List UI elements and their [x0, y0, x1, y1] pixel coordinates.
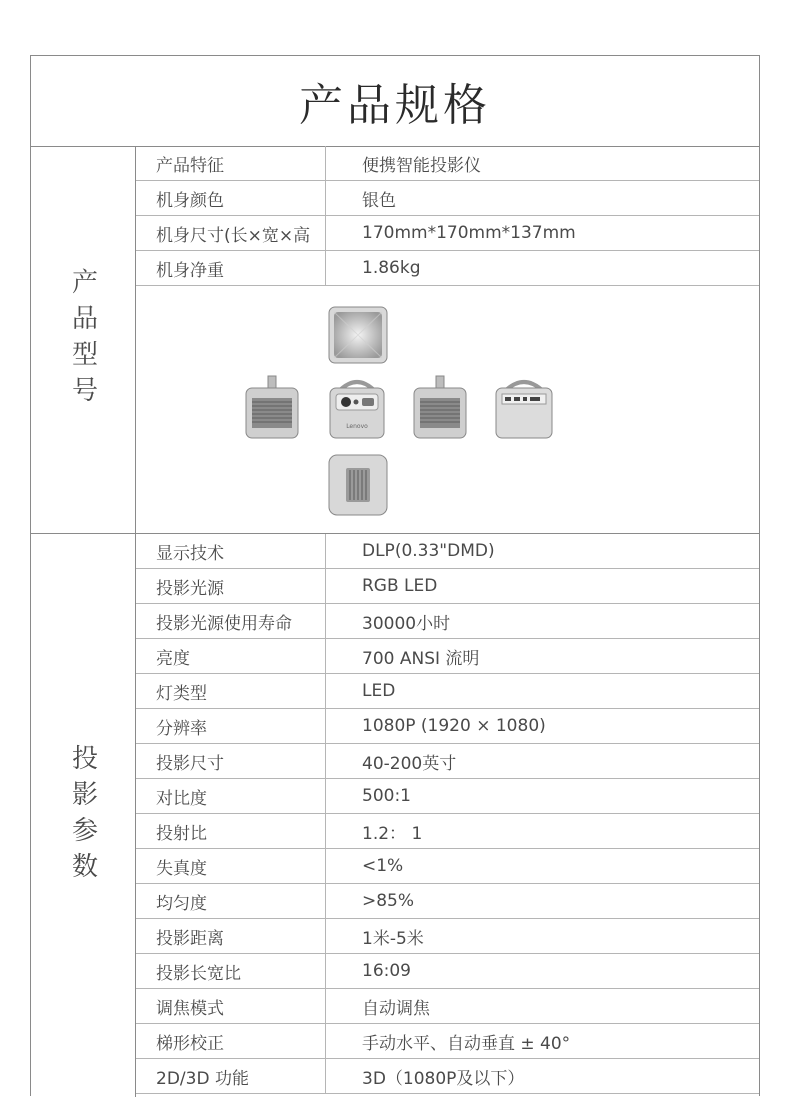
spec-value: 30000小时 [362, 613, 451, 634]
product-image-area [136, 286, 759, 531]
spec-key: 投影尺寸 [136, 744, 326, 778]
spec-row [136, 744, 759, 779]
spec-row [136, 1024, 759, 1059]
spec-key: 显示技术 [136, 534, 326, 568]
section-label [31, 146, 136, 533]
spec-row [136, 1059, 759, 1094]
spec-value: 40-200英寸 [362, 753, 457, 774]
spec-row [136, 919, 759, 954]
spec-key: 分辨率 [136, 709, 326, 743]
spec-value: 1米-5米 [362, 928, 424, 949]
spec-row [136, 674, 759, 709]
spec-value: 3D（1080P及以下） [362, 1068, 525, 1089]
spec-value: 170mm*170mm*137mm [362, 223, 576, 243]
section-label [31, 534, 136, 1097]
spec-key: 投射比 [136, 814, 326, 848]
spec-key: 机身颜色 [136, 181, 326, 215]
section-product-model [31, 146, 759, 534]
spec-row [136, 989, 759, 1024]
spec-key: 机身尺寸(长×宽×高 [136, 216, 326, 250]
spec-key: 投影距离 [136, 919, 326, 953]
spec-value: 自动调焦 [362, 998, 430, 1019]
spec-value: 700 ANSI 流明 [362, 648, 480, 669]
projector-top-view-image [328, 306, 388, 364]
section-projection-params [31, 534, 759, 1097]
spec-row [136, 849, 759, 884]
spec-row [136, 146, 759, 181]
spec-row [136, 709, 759, 744]
spec-key: 亮度 [136, 639, 326, 673]
page-title: 产品规格 [31, 56, 759, 147]
spec-key: 灯类型 [136, 674, 326, 708]
projector-bottom-view-image [328, 454, 388, 516]
spec-row [136, 639, 759, 674]
spec-row [136, 779, 759, 814]
spec-row [136, 569, 759, 604]
spec-value: 16:09 [362, 961, 411, 981]
spec-row [136, 954, 759, 989]
spec-key: 2D/3D 功能 [136, 1059, 326, 1093]
spec-rows [136, 146, 759, 286]
spec-key: 对比度 [136, 779, 326, 813]
spec-value: 1080P (1920 × 1080) [362, 716, 546, 736]
spec-value: >85% [362, 891, 415, 911]
spec-key: 投影光源使用寿命 [136, 604, 326, 638]
spec-key: 梯形校正 [136, 1024, 326, 1058]
projector-back-view-image [244, 374, 300, 440]
spec-key: 调焦模式 [136, 989, 326, 1023]
spec-key: 均匀度 [136, 884, 326, 918]
spec-row [136, 814, 759, 849]
spec-value: 1.86kg [362, 258, 421, 278]
spec-value: 1.2： 1 [362, 823, 423, 844]
spec-row [136, 884, 759, 919]
section-label-text: 投影参数 [67, 743, 98, 888]
spec-row [136, 534, 759, 569]
spec-value: LED [362, 681, 396, 701]
spec-key: 失真度 [136, 849, 326, 883]
spec-key: 产品特征 [136, 146, 326, 180]
projector-front-view-image [328, 374, 386, 440]
spec-value: <1% [362, 856, 404, 876]
spec-value: 手动水平、自动垂直 ± 40° [362, 1033, 571, 1054]
spec-value: 银色 [362, 190, 396, 211]
spec-row [136, 251, 759, 286]
brand-logo: Lenovo [346, 423, 368, 430]
projector-side-view-image [412, 374, 468, 440]
spec-row [136, 604, 759, 639]
spec-rows [136, 534, 759, 1094]
spec-value: DLP(0.33"DMD) [362, 541, 495, 561]
spec-key: 投影长宽比 [136, 954, 326, 988]
spec-value: 500:1 [362, 786, 411, 806]
projector-rear-port-view-image [494, 374, 554, 440]
spec-row [136, 216, 759, 251]
section-label-text: 产品型号 [67, 267, 98, 412]
spec-row [136, 181, 759, 216]
spec-key: 机身净重 [136, 251, 326, 285]
spec-value: RGB LED [362, 576, 438, 596]
spec-key: 投影光源 [136, 569, 326, 603]
spec-sheet [30, 55, 760, 1096]
spec-value: 便携智能投影仪 [362, 155, 481, 176]
